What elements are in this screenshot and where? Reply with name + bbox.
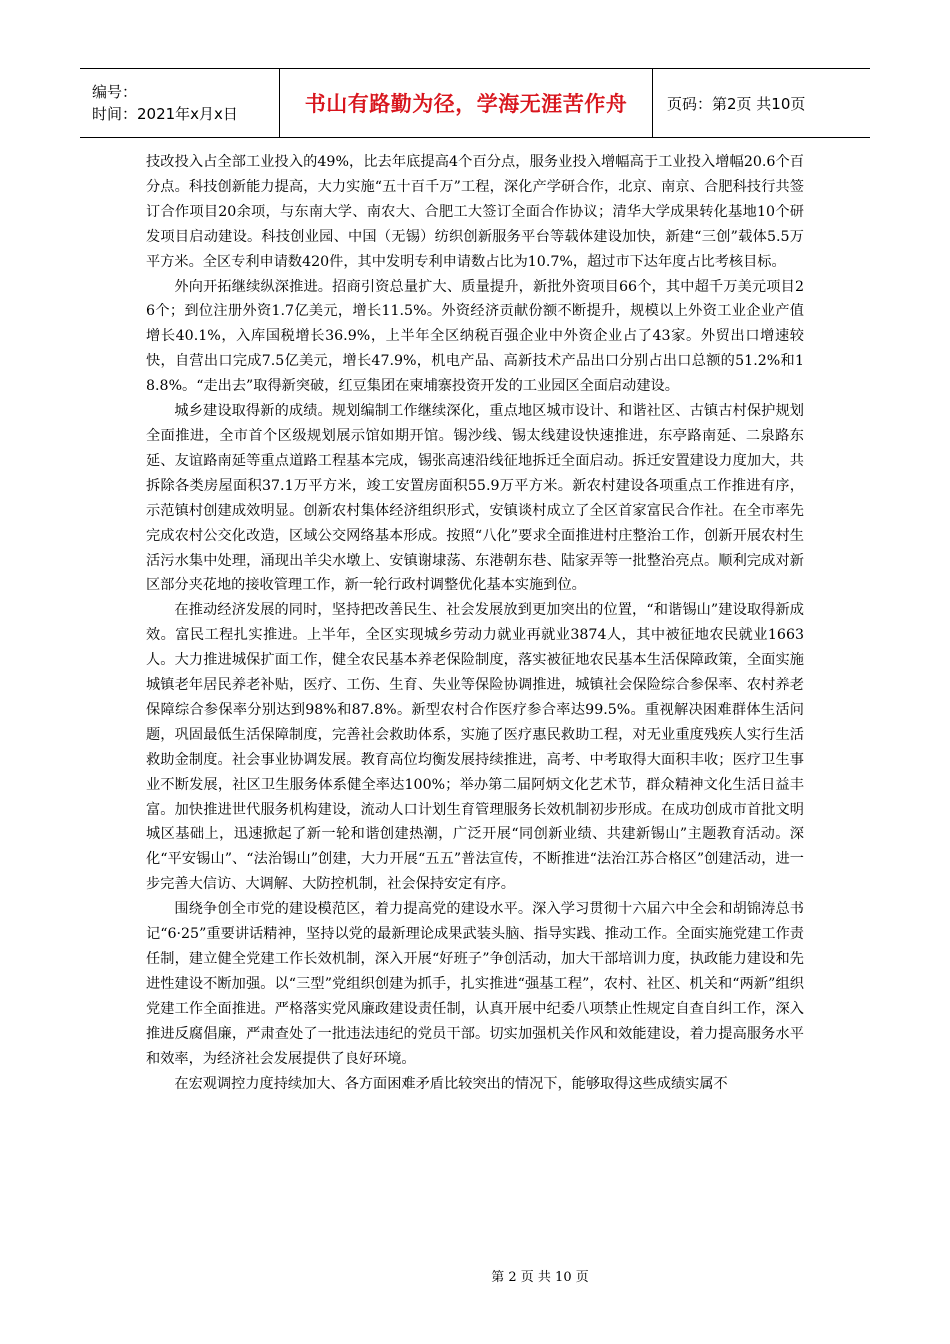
paragraph: 在宏观调控力度持续加大、各方面困难矛盾比较突出的情况下，能够取得这些成绩实属不 xyxy=(174,1075,728,1092)
paragraph: 围绕争创全市党的建设模范区，着力提高党的建设水平。深入学习贯彻十六届六中全会和胡锦涛总书记“6·25”重要讲话精神，坚持以党的最新理论成果武装头脑、指导实践、推动工作。全面实施党建工作责任制，建立健全党建工作长效机制，深入开展“好班子”争创活动，加大干部培训力度，执政能力建设和先进性建设不断加强。以“三型”党组织创建为抓手，扎实推进“强基工程”，农村、社区、机关和“两新”组织党建工作全面推进。严格落实党风廉政建设责任制，认真开展中纪委八项禁止性规定自查自纠工作，深入推进反腐倡廉，严肃查处了一批违法违纪的党员干部。切实加强机关作风和效能建设，着力提高服务水平和效率，为经济社会发展提供了良好环境。 xyxy=(146,901,804,1067)
header-meta xyxy=(80,69,280,137)
paragraph: 技改投入占全部工业投入的49%，比去年底提高4个百分点，服务业投入增幅高于工业投入增幅20.6个百分点。科技创新能力提高，大力实施“五十百千万”工程，深化产学研合作，北京、南京、合肥科技行共签订合作项目20余项，与东南大学、南农大、合肥工大签订全面合作协议；清华大学成果转化基地10个研发项目启动建设。科技创业园、中国（无锡）纺织创新服务平台等载体建设加快，新建“三创”载体5.5万平方米。全区专利申请数420件，其中发明专利申请数占比为10.7%，超过市下达年度占比考核目标。 xyxy=(146,154,804,270)
header-page-info: 页码：第2页 共10页 xyxy=(667,94,806,113)
page-number: 第 2 页 共 10 页 xyxy=(491,1270,589,1285)
document-number-label: 编号： xyxy=(92,83,138,101)
paragraph: 外向开拓继续纵深推进。招商引资总量扩大、质量提升，新批外资项目66个，其中超千万美元项目26个；到位注册外资1.7亿美元，增长11.5%。外资经济贡献份额不断提升，规模以上外资工业企业产值增长40.1%，入库国税增长36.9%，上半年全区纳税百强企业中外资企业占了43家。外贸出口增速较快，自营出口完成7.5亿美元，增长47.9%，机电产品、高新技术产品出口分别占出口总额的51.2%和18.8%。“走出去”取得新突破，红豆集团在柬埔寨投资开发的工业园区全面启动建设。 xyxy=(146,278,804,395)
document-date: 时间：2021年x月x日 xyxy=(92,105,238,123)
header-motto: 书山有路勤为径，学海无涯苦作舟 xyxy=(280,69,653,137)
document-body xyxy=(146,150,804,1096)
page-footer xyxy=(0,1266,950,1285)
paragraph: 在推动经济发展的同时，坚持把改善民生、社会发展放到更加突出的位置，“和谐锡山”建设取得新成效。富民工程扎实推进。上半年，全区实现城乡劳动力就业再就业3874人，其中被征地农民就业1663人。大力推进城保扩面工作，健全农民基本养老保险制度，落实被征地农民基本生活保障政策，全面实施城镇老年居民养老补贴，医疗、工伤、生育、失业等保险协调推进，城镇社会保险综合参保率、农村养老保障综合参保率分别达到98%和87.8%。新型农村合作医疗参合率达99.5%。重视解决困难群体生活问题，巩固最低生活保障制度，完善社会救助体系，实施了医疗惠民救助工程，对无业重度残疾人实行生活救助金制度。社会事业协调发展。教育高位均衡发展持续推进，高考、中考取得大面积丰收；医疗卫生事业不断发展，社区卫生服务体系健全率达100%；举办第二届阿炳文化艺术节，群众精神文化生活日益丰富。加快推进世代服务机构建设，流动人口计划生育管理服务长效机制初步形成。在成功创成市首批文明城区基础上，迅速掀起了新一轮和谐创建热潮，广泛开展“同创新业绩、共建新锡山”主题教育活动。深化“平安锡山”、“法治锡山”创建，大力开展“五五”普法宣传，不断推进“法治江苏合格区”创建活动，进一步完善大信访、大调解、大防控机制，社会保持安定有序。 xyxy=(146,602,804,893)
paragraph: 城乡建设取得新的成绩。规划编制工作继续深化，重点地区城市设计、和谐社区、古镇古村保护规划全面推进，全市首个区级规划展示馆如期开馆。锡沙线、锡太线建设快速推进，东亭路南延、二泉路东延、友谊路南延等重点道路工程基本完成，锡张高速沿线征地拆迁全面启动。拆迁安置建设力度加大，共拆除各类房屋面积37.1万平方米，竣工安置房面积55.9万平方米。新农村建设各项重点工作推进有序，示范镇村创建成效明显。创新农村集体经济组织形式，安镇谈村成立了全区首家富民合作社。在全市率先完成农村公交化改造，区域公交网络基本形成。按照“八化”要求全面推进村庄整治工作，创新开展农村生活污水集中处理，涌现出羊尖水墩上、安镇谢埭荡、东港朝东巷、陆家弄等一批整治亮点。顺利完成对新区部分夹花地的接收管理工作，新一轮行政村调整优化基本实施到位。 xyxy=(146,403,804,594)
page-header xyxy=(80,68,870,138)
